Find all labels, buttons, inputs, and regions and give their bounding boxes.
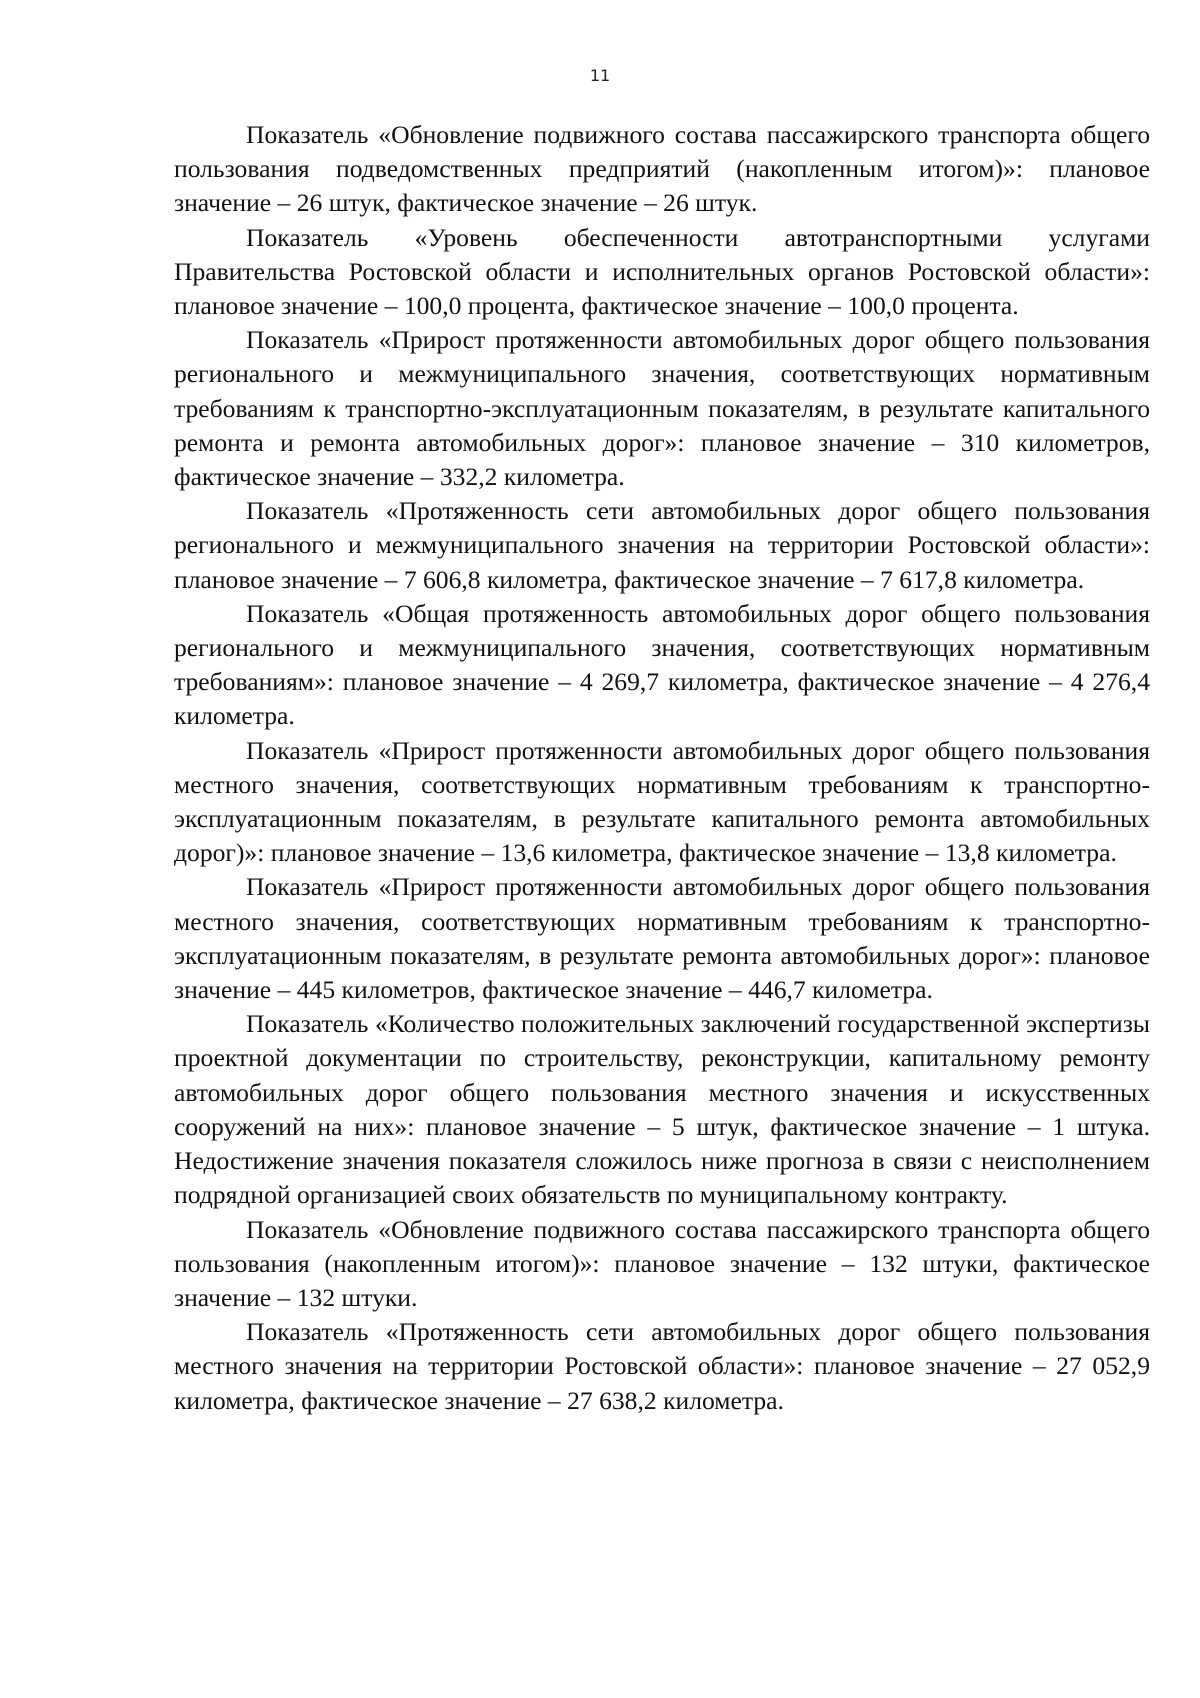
paragraph: Показатель «Общая протяженность автомобильных дорог общего пользования регионального и межмуниципального значения, соответствующих нормативным требованиям»: плановое значение – 4 269,7 километра, фактическое значение – 4 276,4 километра. — [174, 598, 1150, 731]
paragraph: Показатель «Прирост протяженности автомобильных дорог общего пользования регионального и межмуниципального значения, соответствующих нормативным требованиям к транспортно-эксплуатационным показателям, в результате капитального ремонта и ремонта автомобильных дорог»: плановое значение – 310 километров, фактическое значение – 332,2 километра. — [174, 325, 1150, 492]
paragraph: Показатель «Обновление подвижного состава пассажирского транспорта общего пользования (накопленным итогом)»: плановое значение – 132 штуки, фактическое значение – 132 штуки. — [174, 1214, 1150, 1312]
paragraph: Показатель «Протяженность сети автомобильных дорог общего пользования регионального и межмуниципального значения на территории Ростовской области»: плановое значение – 7 606,8 километра, фактическое значение – 7 617,8 километра. — [174, 496, 1150, 594]
paragraph: Показатель «Прирост протяженности автомобильных дорог общего пользования местного значения, соответствующих нормативным требованиям к транспортно-эксплуатационным показателям, в результате капитального ремонта автомобильных дорог)»: плановое значение – 13,6 километра, фактическое значение – 13,8 километра. — [174, 735, 1150, 868]
paragraph: Показатель «Протяженность сети автомобильных дорог общего пользования местного значения на территории Ростовской области»: плановое значение – 27 052,9 километра, фактическое значение – 27 638,2 километра. — [174, 1317, 1150, 1415]
paragraph: Показатель «Прирост протяженности автомобильных дорог общего пользования местного значения, соответствующих нормативным требованиям к транспортно-эксплуатационным показателям, в результате ремонта автомобильных дорог»: плановое значение – 445 километров, фактическое значение – 446,7 километра. — [174, 872, 1150, 1005]
paragraph: Показатель «Количество положительных заключений государственной экспертизы проектной документации по строительству, реконструкции, капитальному ремонту автомобильных дорог общего пользования местного значения и искусственных сооружений на них»: плановое значение – 5 штук, фактическое значение – 1 штука. Недостижение значения показателя сложилось ниже прогноза в связи с неисполнением подрядной организацией своих обязательств по муниципальному контракту. — [174, 1009, 1150, 1210]
page-number: 11 — [589, 66, 611, 85]
document-body — [174, 118, 1150, 1418]
paragraph: Показатель «Обновление подвижного состава пассажирского транспорта общего пользования подведомственных предприятий (накопленным итогом)»: плановое значение – 26 штук, фактическое значение – 26 штук. — [174, 120, 1150, 218]
paragraph: Показатель «Уровень обеспеченности автотранспортными услугами Правительства Ростовской области и исполнительных органов Ростовской области»: плановое значение – 100,0 процента, фактическое значение – 100,0 процента. — [174, 222, 1150, 321]
